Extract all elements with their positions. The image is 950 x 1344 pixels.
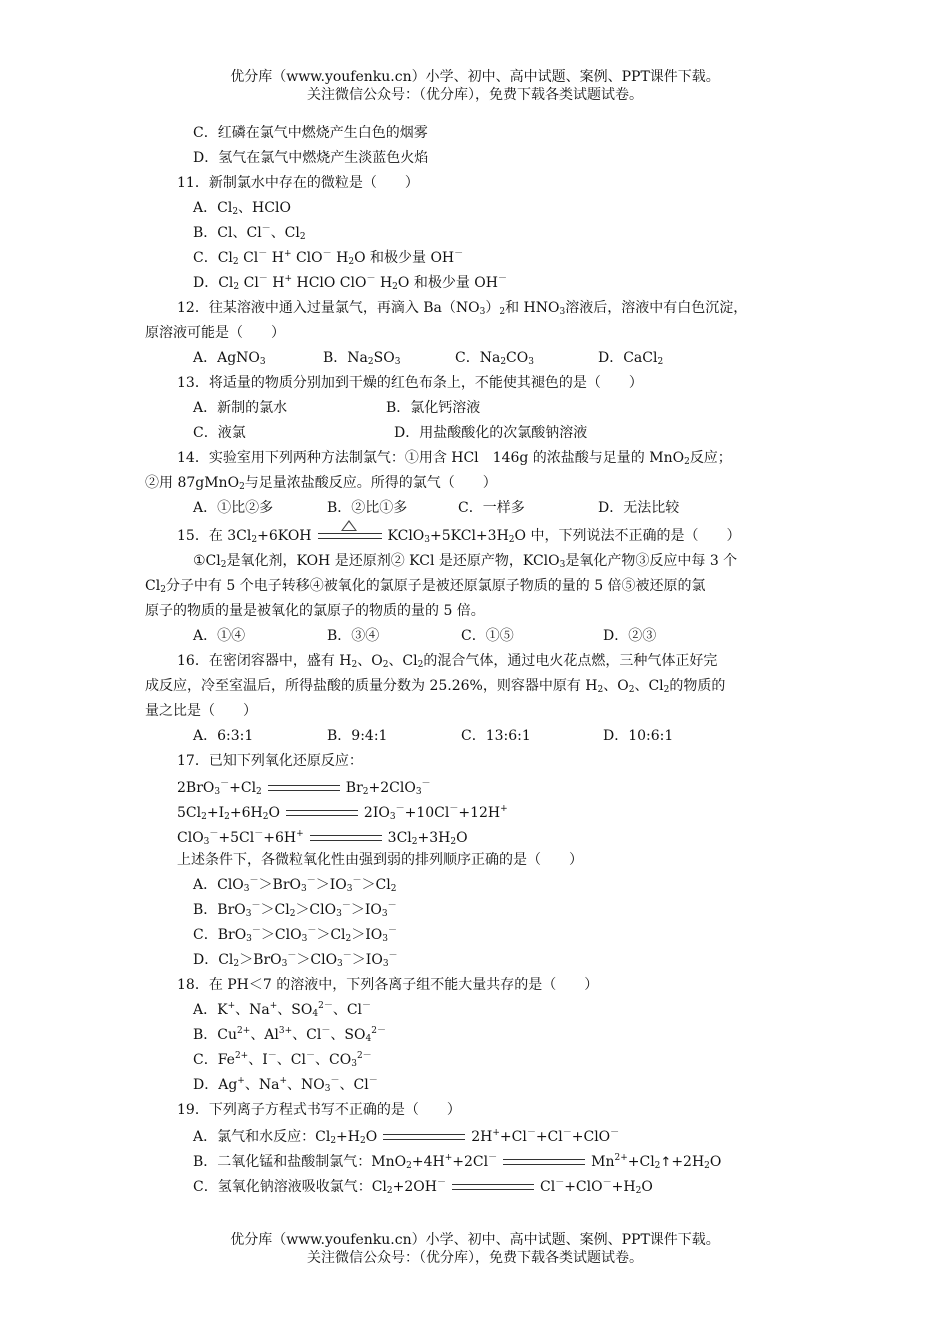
q19-option-b: B．二氧化锰和盐酸制氯气：MnO$_2$+4H++2Cl－ $Mn^{2+}+Cl_2↑+2H_2O$ <box>193 1153 722 1171</box>
q13-option-d: D．用盐酸酸化的次氯酸钠溶液 <box>394 425 588 441</box>
q15-option-a: A．①④ <box>193 628 246 644</box>
q10-option-d: D．氢气在氯气中燃烧产生淡蓝色火焰 <box>193 150 429 166</box>
q12-option-b: B．$Na_2SO_3$ <box>323 350 401 367</box>
q14-option-d: D．无法比较 <box>598 500 680 516</box>
q17-option-a: A．$ClO_3^->BrO_3^->IO_3^->Cl_2$ <box>193 876 397 894</box>
q14-stem: 14．实验室用下列两种方法制氯气：①用含 HCl 146g 的浓盐酸与足量的 MnO$_2$反应； <box>177 450 732 467</box>
q17-reaction-3: ClO$_3$－+5Cl－+6H+ $3Cl_2+3H_2O$ <box>177 829 468 847</box>
q15-option-c: C．①⑤ <box>461 628 514 644</box>
q18-option-a: A．K+、Na+、$SO_4^{2-}$、Cl－ <box>193 1001 372 1019</box>
q12-stem: 12．往某溶液中通入过量氯气，再滴入 $Ba(NO_3)_2$和 $HNO_3$溶液后，溶液中有白色沉淀， <box>177 300 748 317</box>
q19-option-a: A．氯气和水反应：$Cl_2+H_2O$ 2H++Cl－+Cl－+ClO－ <box>193 1128 620 1146</box>
q17-option-d: D．$Cl_2>BrO_3^->ClO_3^->IO_3^-$ <box>193 951 398 969</box>
q12-stem-2: 原溶液可能是（ ） <box>145 325 285 341</box>
q13-stem: 13．将适量的物质分别加到干燥的红色布条上，不能使其褪色的是（ ） <box>177 375 643 391</box>
q11-option-c: C．$Cl_2$ Cl－ H+ ClO－ $H_2O$ 和极少量 OH－ <box>193 249 464 267</box>
q18-option-c: C．$Fe^{2+}$、I－、Cl－、$CO_3^{2-}$ <box>193 1051 372 1069</box>
q13-option-a: A．新制的氯水 <box>193 400 288 416</box>
q17-stem: 17．已知下列氧化还原反应： <box>177 753 363 769</box>
q17-option-b: B．$BrO_3^->Cl_2>ClO_3^->IO_3^-$ <box>193 901 397 919</box>
q15-option-b: B．③④ <box>327 628 380 644</box>
header-line-1: 优分库（www.youfenku.cn）小学、初中、高中试题、案例、PPT课件下载。 <box>230 69 720 85</box>
q10-option-c: C．红磷在氯气中燃烧产生白色的烟雾 <box>193 125 428 141</box>
q11-option-b: B．Cl、Cl－、$Cl_2$ <box>193 224 306 242</box>
q11-stem: 11．新制氯水中存在的微粒是（ ） <box>177 175 419 191</box>
equals-sign <box>503 1159 585 1165</box>
q13-option-c: C．液氯 <box>193 425 246 441</box>
q14-option-c: C．一样多 <box>458 500 525 516</box>
q15-statement-line-3: 原子的物质的量是被氧化的氯原子的物质的量的 5 倍。 <box>145 603 485 619</box>
q11-option-d: D．$Cl_2$ Cl－ H+ HClO ClO－ $H_2O$ 和极少量 OH－ <box>193 274 507 292</box>
footer-line-1: 优分库（www.youfenku.cn）小学、初中、高中试题、案例、PPT课件下载。 <box>230 1232 720 1248</box>
q16-option-c: C．13:6:1 <box>461 728 531 744</box>
equals-sign <box>452 1184 534 1190</box>
q17-reaction-2: $5Cl_2+I_2+6H_2O$ $2IO_3^-+10Cl^-+12H^+$ <box>177 804 508 822</box>
q19-option-c: C．氢氧化钠溶液吸收氯气：$Cl_2+2OH^-$ $Cl^-+ClO^-+H_2O$ <box>193 1178 653 1196</box>
q14-stem-2: ②用 87gMnO$_2$与足量浓盐酸反应。所得的氯气（ ） <box>145 475 497 492</box>
equals-sign <box>310 835 382 841</box>
q16-stem-2: 成反应，冷至室温后，所得盐酸的质量分数为 25.26%，则容器中原有 $H_2$、$O_2$、$Cl_2$的物质的 <box>145 678 726 695</box>
footer-line-2: 关注微信公众号：（优分库），免费下载各类试题试卷。 <box>307 1250 643 1266</box>
q15-statement-line-2: $Cl_2$分子中有 5 个电子转移④被氧化的氯原子是被还原氯原子物质的量的 5 倍⑤被还原的氯 <box>145 578 706 595</box>
equals-sign <box>286 810 358 816</box>
q14-option-a: A．①比②多 <box>193 500 274 516</box>
q16-stem-3: 量之比是（ ） <box>145 703 257 719</box>
heat-equals-sign <box>318 533 382 539</box>
q16-option-a: A．6:3:1 <box>193 728 254 744</box>
q12-option-a: A．AgNO$_3$ <box>193 350 266 367</box>
equals-sign <box>383 1134 465 1140</box>
q19-stem: 19．下列离子方程式书写不正确的是（ ） <box>177 1102 461 1118</box>
q14-option-b: B．②比①多 <box>327 500 408 516</box>
header-line-2: 关注微信公众号：（优分库），免费下载各类试题试卷。 <box>307 87 643 103</box>
q18-stem: 18．在 PH＜7 的溶液中，下列各离子组不能大量共存的是（ ） <box>177 977 599 993</box>
q18-option-d: D．Ag+、Na+、$NO_3^-$、Cl－ <box>193 1076 378 1094</box>
equals-sign <box>268 785 340 791</box>
q17-option-c: C．$BrO_3^->ClO_3^->Cl_2>IO_3^-$ <box>193 926 398 944</box>
q15-statement-line-1: $①Cl_2$是氧化剂，KOH 是还原剂② KCl 是还原产物，KClO$_3$是氧化产物③反应中每 3 个 <box>193 553 738 570</box>
q15-option-d: D．②③ <box>603 628 657 644</box>
q12-option-d: D．CaCl$_2$ <box>598 350 664 367</box>
gas-up-arrow-icon: ↑ <box>660 1155 672 1170</box>
q15-stem: 15．在 $3Cl_2+6KOH$ $KClO_3+5KCl+3H_2O$ 中，下列说法不正确的是（ ） <box>177 524 740 548</box>
heat-triangle-icon <box>341 520 357 531</box>
q16-stem: 16．在密闭容器中，盛有 $H_2$、$O_2$、$Cl_2$的混合气体，通过电火花点燃，三种气体正好完 <box>177 653 718 670</box>
q12-option-c: C．$Na_2CO_3$ <box>455 350 534 367</box>
q17-reaction-1: $2BrO_3^-+Cl_2$ $Br_2+2ClO_3^-$ <box>177 779 431 797</box>
q16-option-b: B．9:4:1 <box>327 728 388 744</box>
q17-stem-2: 上述条件下，各微粒氧化性由强到弱的排列顺序正确的是（ ） <box>177 852 583 868</box>
q13-option-b: B．氯化钙溶液 <box>386 400 481 416</box>
q11-option-a: A．$Cl_2$、HClO <box>193 200 291 217</box>
q16-option-d: D．10:6:1 <box>603 728 674 744</box>
q18-option-b: B．$Cu^{2+}$、$Al^{3+}$、Cl－、$SO_4^{2-}$ <box>193 1026 386 1044</box>
